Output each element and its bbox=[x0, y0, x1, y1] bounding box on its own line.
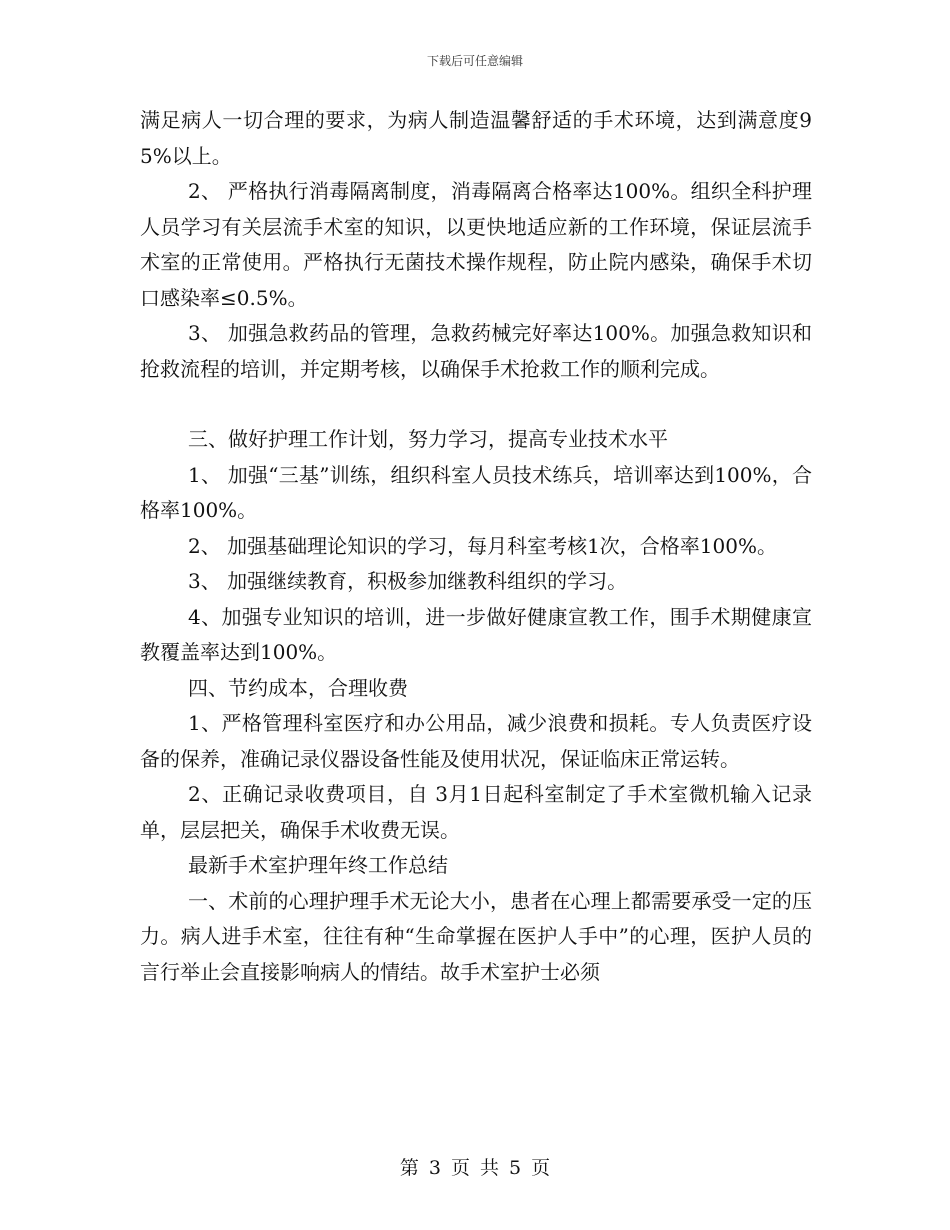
section-heading: 四、节约成本，合理收费 bbox=[188, 675, 408, 700]
paragraph: 3、 加强继续教育，积极参加继教科组织的学习。 bbox=[188, 569, 628, 593]
paragraph: 4、加强专业知识的培训，进一步做好健康宣教工作，围手术期健康宣教覆盖率达到100%。 bbox=[140, 604, 812, 664]
paragraph: 2、 加强基础理论知识的学习，每月科室考核1次，合格率100%。 bbox=[188, 533, 777, 558]
paragraph: 满足病人一切合理的要求，为病人制造温馨舒适的手术环境，达到满意度95%以上。 bbox=[140, 108, 812, 168]
paragraph: 1、严格管理科室医疗和办公用品，减少浪费和损耗。专人负责医疗设备的保养，准确记录仪器设备性能及使用状况，保证临床正常运转。 bbox=[140, 711, 812, 771]
paragraph: 一、术前的心理护理手术无论大小，患者在心理上都需要承受一定的压力。病人进手术室，往往有种“生命掌握在医护人手中”的心理，医护人员的言行举止会直接影响病人的情结。故手术室护士必须 bbox=[140, 888, 812, 984]
page-number-footer: 第 3 页 共 5 页 bbox=[399, 1157, 551, 1179]
page-header-note: 下载后可任意编辑 bbox=[426, 54, 523, 68]
document-body bbox=[140, 103, 812, 990]
section-heading: 三、做好护理工作计划，努力学习，提高专业技术水平 bbox=[188, 427, 668, 451]
paragraph: 2、正确记录收费项目，自 3月1日起科室制定了手术室微机输入记录单，层层把关，确保手术收费无误。 bbox=[140, 782, 812, 842]
paragraph-gap bbox=[140, 387, 812, 422]
paragraph: 1、 加强“三基”训练，组织科室人员技术练兵，培训率达到100%，合格率100%。 bbox=[140, 462, 812, 522]
document-title: 最新手术室护理年终工作总结 bbox=[188, 853, 448, 877]
paragraph: 3、 加强急救药品的管理，急救药械完好率达100%。加强急救知识和抢救流程的培训，并定期考核，以确保手术抢救工作的顺利完成。 bbox=[140, 321, 812, 381]
paragraph: 2、 严格执行消毒隔离制度，消毒隔离合格率达100%。组织全科护理人员学习有关层流手术室的知识，以更快地适应新的工作环境，保证层流手术室的正常使用。严格执行无菌技术操作规程，防止院内感染，确保手术切口感染率≤0.5%。 bbox=[140, 179, 812, 310]
